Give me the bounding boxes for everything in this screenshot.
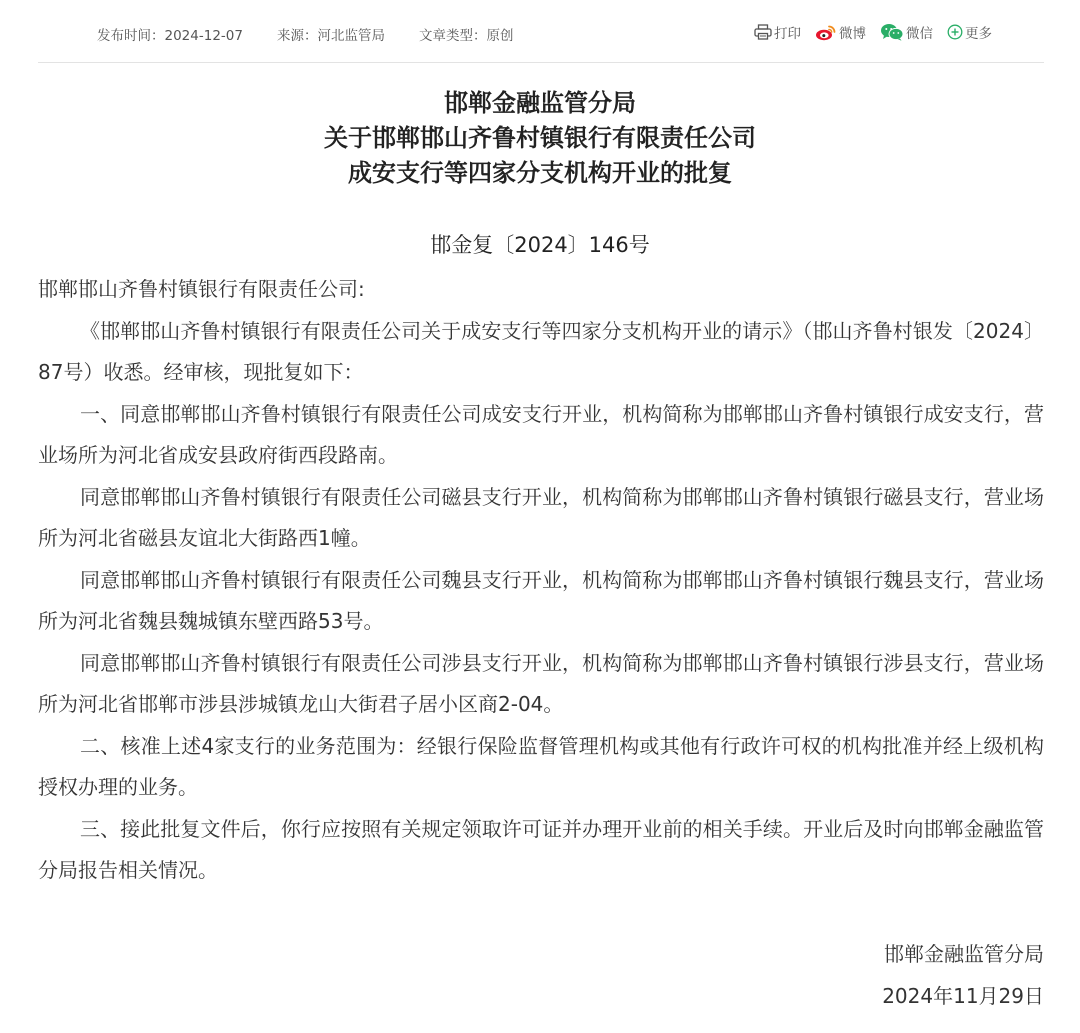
body-paragraph: 同意邯郸邯山齐鲁村镇银行有限责任公司魏县支行开业，机构简称为邯郸邯山齐鲁村镇银行魏县支行，营业场所为河北省魏县魏城镇东壁西路53号。 xyxy=(38,567,1044,633)
weibo-icon xyxy=(815,24,837,41)
wechat-label: 微信 xyxy=(906,26,933,42)
salutation: 邯郸邯山齐鲁村镇银行有限责任公司: xyxy=(38,277,365,301)
print-label: 打印 xyxy=(774,26,801,42)
body-paragraph: 一、同意邯郸邯山齐鲁村镇银行有限责任公司成安支行开业，机构简称为邯郸邯山齐鲁村镇银行成安支行，营业场所为河北省成安县政府街西段路南。 xyxy=(38,401,1044,467)
body-paragraph: 二、核准上述4家支行的业务范围为：经银行保险监督管理机构或其他有行政许可权的机构批准并经上级机构授权办理的业务。 xyxy=(38,733,1044,799)
signature-date: 2024年11月29日 xyxy=(882,984,1044,1008)
title-line-2: 关于邯郸邯山齐鲁村镇银行有限责任公司 xyxy=(324,124,756,152)
plus-circle-icon xyxy=(947,24,963,40)
weibo-label: 微博 xyxy=(839,26,866,42)
title-line-1: 邯郸金融监管分局 xyxy=(444,89,636,117)
publish-date: 发布时间：2024-12-07 xyxy=(97,28,243,44)
article-source: 来源：河北监管局 xyxy=(276,28,385,44)
document-number: 邯金复〔2024〕146号 xyxy=(430,233,650,257)
print-button[interactable] xyxy=(754,22,801,42)
article-type: 文章类型：原创 xyxy=(418,28,514,44)
title-line-3: 成安支行等四家分支机构开业的批复 xyxy=(348,159,732,187)
article-body xyxy=(38,269,1044,892)
article-meta xyxy=(97,24,547,44)
printer-icon xyxy=(754,24,772,40)
body-paragraph: 《邯郸邯山齐鲁村镇银行有限责任公司关于成安支行等四家分支机构开业的请示》（邯山齐鲁村银发〔2024〕87号）收悉。经审核，现批复如下： xyxy=(38,318,1044,384)
more-label: 更多 xyxy=(965,26,992,42)
signature-org: 邯郸金融监管分局 xyxy=(884,942,1044,966)
share-toolbar xyxy=(754,22,992,42)
wechat-share-button[interactable] xyxy=(880,22,933,42)
body-paragraph: 三、接此批复文件后，你行应按照有关规定领取许可证并办理开业前的相关手续。开业后及时向邯郸金融监管分局报告相关情况。 xyxy=(38,816,1044,882)
more-share-button[interactable] xyxy=(947,22,992,42)
body-paragraph: 同意邯郸邯山齐鲁村镇银行有限责任公司磁县支行开业，机构简称为邯郸邯山齐鲁村镇银行磁县支行，营业场所为河北省磁县友谊北大街路西1幢。 xyxy=(38,484,1044,550)
article-title xyxy=(0,86,1080,191)
body-paragraph: 同意邯郸邯山齐鲁村镇银行有限责任公司涉县支行开业，机构简称为邯郸邯山齐鲁村镇银行涉县支行，营业场所为河北省邯郸市涉县涉城镇龙山大街君子居小区商2-04。 xyxy=(38,650,1044,716)
weibo-share-button[interactable] xyxy=(815,22,866,42)
article-meta-bar xyxy=(38,0,1044,63)
wechat-icon xyxy=(880,23,904,41)
